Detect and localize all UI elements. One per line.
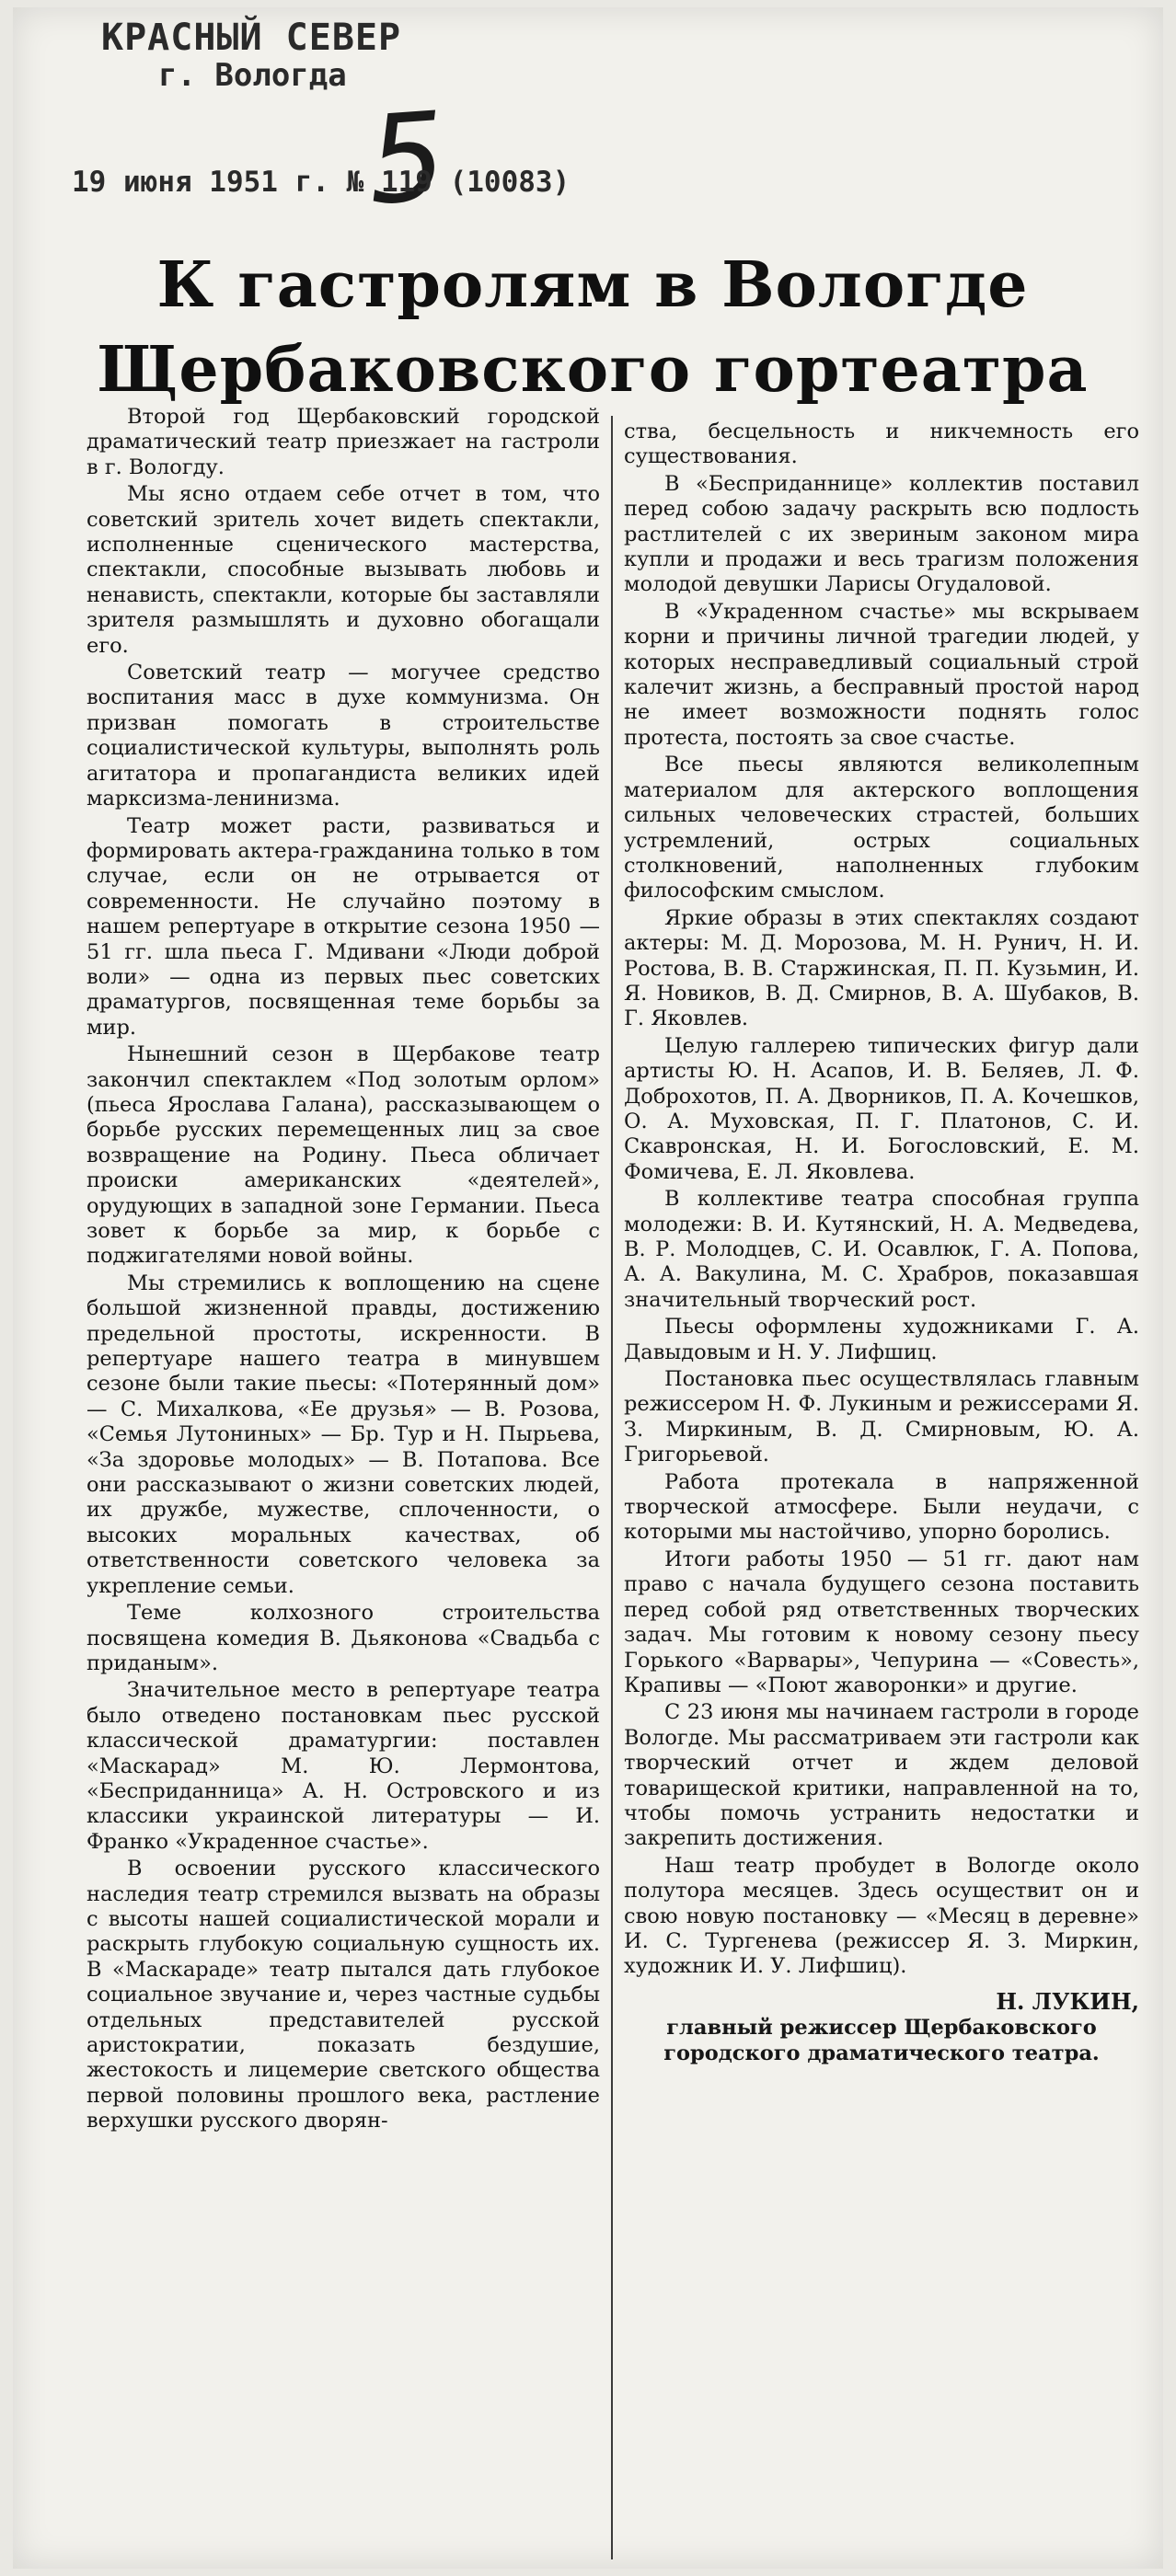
paragraph: Мы стремились к воплощению на сцене большой жизненной правды, достижению предельной простоты, искренности. В репертуаре нашего театра в минувшем сезоне были такие пьесы: «Потерянный дом» — С. Михалкова, «Ее друзья» — В. Розова, «Семья Лутониных» — Бр. Тур и Н. Пырьева, «За здоровье молодых» — В. Потапова. Все они рассказывают о жизни советских людей, их дружбе, мужестве, сплоченности, о высоких моральных качествах, об ответственности советского человека за укрепление семьи. xyxy=(86,1271,600,1598)
paragraph: Теме колхозного строительства посвящена комедия В. Дьяконова «Свадьба с приданым». xyxy=(86,1601,600,1675)
paragraph: Целую галлерею типических фигур дали артисты Ю. Н. Асапов, И. В. Беляев, Л. Ф. Доброхотов, П. А. Дворников, П. А. Кочешков, О. А. Муховская, П. Г. Платонов, С. И. Скавронская, Н. И. Богословский, Е. М. Фомичева, Е. Л. Яковлева. xyxy=(624,1033,1139,1184)
handwritten-number: 5 xyxy=(363,86,451,233)
paragraph: Яркие образы в этих спектаклях создают актеры: М. Д. Морозова, М. Н. Рунич, Н. И. Ростова, В. В. Старжинская, П. П. Кузьмин, И. Я. Новиков, В. Д. Смирнов, В. А. Шубаков, В. Г. Яковлев. xyxy=(624,905,1139,1031)
paragraph: ства, бесцельность и никчемность его существования. xyxy=(624,420,1139,469)
author-name: Н. ЛУКИН, xyxy=(996,1987,1139,2015)
paragraph: Второй год Щербаковский городской драматический театр приезжает на гастроли в г. Вологду. xyxy=(86,405,600,479)
paragraph: Итоги работы 1950 — 51 гг. дают нам право с начала будущего сезона поставить перед собой ряд ответственных творческих задач. Мы готовим к новому сезону пьесу Горького «Варвары», Чепурина — «Совесть», Крапивы — «Поют жаворонки» и другие. xyxy=(624,1547,1139,1697)
paragraph: Работа протекала в напряженной творческой атмосфере. Были неудачи, с которыми мы настойчиво, упорно боролись. xyxy=(624,1469,1139,1545)
paragraph: Постановка пьес осуществлялась главным режиссером Н. Ф. Лукиным и режиссерами Я. З. Миркиным, В. Д. Смирновым, Ю. А. Григорьевой. xyxy=(624,1367,1139,1467)
paragraph: Пьесы оформлены художниками Г. А. Давыдовым и Н. У. Лифшиц. xyxy=(624,1315,1139,1364)
headline-line-2: Щербаковского гортеатра xyxy=(97,333,1089,407)
paragraph: Театр может расти, развиваться и формировать актера-гражданина только в том случае, если он не отрывается от современности. Не случайно поэтому в нашем репертуаре в открытие сезона 1950 — 51 гг. шла пьеса Г. Мдивани «Люди доброй воли» — одна из первых пьес советских драматургов, посвященная теме борьбы за мир. xyxy=(86,813,600,1040)
author-title: главный режиссер Щербаковского городского драматического театра. xyxy=(663,2016,1100,2065)
paragraph: Нынешний сезон в Щербакове театр закончил спектаклем «Под золотым орлом» (пьеса Ярослава Галана), рассказывающем о борьбе русских перемещенных лиц за свое возвращение на Родину. Пьеса обличает происки американских «деятелей», орудующих в западной зоне Германии. Пьеса зовет к борьбе за мир, к борьбе с поджигателями новой войны. xyxy=(86,1042,600,1269)
paragraph: В «Бесприданнице» коллектив поставил перед собою задачу раскрыть всю подлость растлителей с их звериным законом мира купли и продажи и весь трагизм положения молодой девушки Ларисы Огудаловой. xyxy=(624,471,1139,597)
article-right-column xyxy=(624,420,1139,2068)
newspaper-clipping xyxy=(13,7,1163,2569)
headline-line-1: К гастролям в Вологде xyxy=(156,248,1029,322)
newspaper-name: КРАСНЫЙ СЕВЕР xyxy=(101,17,402,59)
paragraph: Все пьесы являются великолепным материалом для актерского воплощения сильных человеческих страстей, больших устремлений, острых социальных столкновений, наполненных глубоким философским смыслом. xyxy=(624,753,1139,903)
column-divider xyxy=(611,416,613,2559)
article-left-column xyxy=(86,405,600,2136)
newspaper-stamp xyxy=(101,17,401,94)
paragraph: В коллективе театра способная группа молодежи: В. И. Кутянский, Н. А. Медведева, В. Р. Молодцев, С. И. Осавлюк, Г. А. Попова, А. А. Вакулина, М. С. Храбров, показавшая значительный творческий рост. xyxy=(624,1187,1139,1312)
article-headline xyxy=(68,243,1117,412)
paragraph: В «Украденном счастье» мы вскрываем корни и причины личной трагедии людей, у которых несправедливый социальный строй калечит жизнь, а бесправный простой народ не имеет возможности поднять голос протеста, постоять за свое счастье. xyxy=(624,599,1139,750)
paragraph: Мы ясно отдаем себе отчет в том, что советский зритель хочет видеть спектакли, исполненные сценического мастерства, спектакли, способные вызывать любовь и ненависть, спектакли, которые бы заставляли зрителя размышлять и духовно обогащали его. xyxy=(86,482,600,658)
paragraph: Наш театр пробудет в Вологде около полутора месяцев. Здесь осуществит он и свою новую постановку — «Месяц в деревне» И. С. Тургенева (режиссер Я. З. Миркин, художник И. У. Лифшиц). xyxy=(624,1853,1139,1979)
paragraph: Значительное место в репертуаре театра было отведено постановкам пьес русской классической драматургии: поставлен «Маскарад» М. Ю. Лермонтова, «Бесприданница» А. Н. Островского и из классики украинской литературы — И. Франко «Украденное счастье». xyxy=(86,1678,600,1854)
paragraph: В освоении русского классического наследия театр стремился вызвать на образы с высоты нашей социалистической морали и раскрыть глубокую социальную сущность их. В «Маскараде» театр пытался дать глубокое социальное звучание и, через частные судьбы отдельных представителей русской аристократии, показать бездушие, жестокость и лицемерие светского общества первой половины прошлого века, растление верхушки русского дворян- xyxy=(86,1857,600,2133)
paragraph: Советский театр — могучее средство воспитания масс в духе коммунизма. Он призван помогать в строительстве социалистической культуры, выполнять роль агитатора и пропагандиста великих идей марксизма-ленинизма. xyxy=(86,661,600,811)
newspaper-city: г. Вологда xyxy=(158,57,347,94)
paragraph: С 23 июня мы начинаем гастроли в городе Вологде. Мы рассматриваем эти гастроли как творческий отчет и ждем деловой товарищеской критики, направленной на то, чтобы помочь устранить недостатки и закрепить достижения. xyxy=(624,1700,1139,1851)
issue-dateline: 19 июня 1951 г. № 119 (10083) xyxy=(72,166,571,199)
